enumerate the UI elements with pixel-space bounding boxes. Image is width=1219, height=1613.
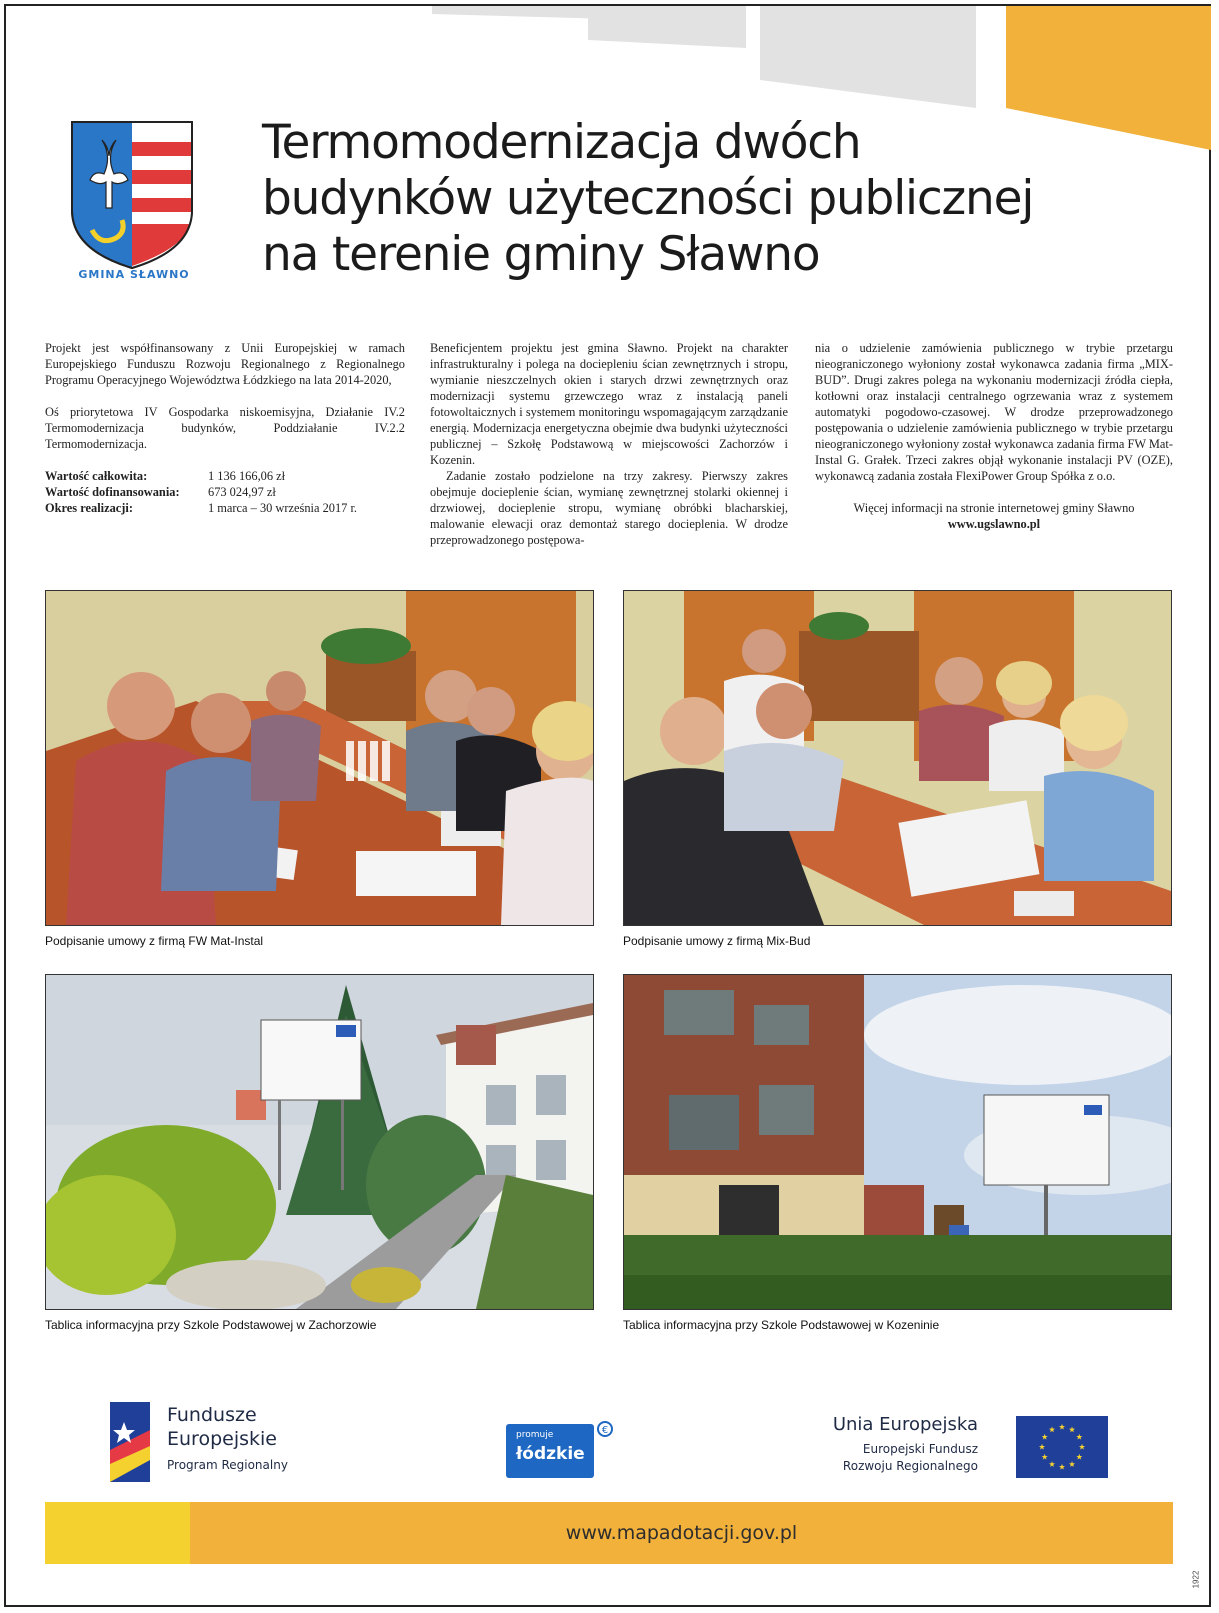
website-link[interactable]: www.ugslawno.pl (947, 517, 1041, 531)
detail-value: 673 024,97 zł (208, 485, 276, 499)
detail-row (45, 484, 405, 500)
crest-label: GMINA SŁAWNO (78, 268, 190, 281)
photo-caption: Tablica informacyjna przy Szkole Podstawowej w Kozeninie (623, 1318, 940, 1332)
fe-line1: Fundusze (167, 1404, 257, 1426)
eu-line2: Rozwoju Regionalnego (842, 1459, 978, 1473)
scope-paragraph: Zadanie zostało podzielone na trzy zakresy. Pierwszy zakres obejmuje docieplenie ścian, wymianę zewnętrznej stolarki okiennej i drzwiowej, docieplenie stropu, wymianę obróbki blacharskiej, malowanie elewacji oraz demontaż starego docieplenia. W drodze przeprowadzonego postępowa- (430, 469, 788, 547)
gmina-crest-icon (70, 120, 194, 270)
footer-url-link[interactable]: www.mapadotacji.gov.pl (565, 1522, 798, 1544)
euro-circle-icon (596, 1420, 614, 1438)
detail-value: 1 136 166,06 zł (208, 469, 286, 483)
detail-label: Wartość całkowita: (45, 469, 148, 483)
contractors-paragraph: nia o udzielenie zamówienia publicznego w trybie przetargu nieograniczonego wyłoniony został wykonawca zadania firma „MIX-BUD”. Drugi zakres polega na wykonaniu modernizacji źródła ciepła, kotłowni oraz instalacji centralnego ogrzewania wraz z systemem automatyki pogodowo-czasowej. W drodze przeprowadzonego postępowania o udzielenie zamówienia publicznego w trybie przetargu nieograniczonego wyłoniony został wykonawca zadania firma FW Mat-Instal G. Grałek. Trzeci zakres objął wykonanie instalacji PV (OZE), wykonawcą zadania została FlexiPower Group Spółka z o.o. (815, 341, 1173, 483)
eu-flag-icon (1016, 1416, 1108, 1478)
fe-flag-icon (110, 1402, 154, 1482)
project-details (45, 468, 405, 516)
photo-caption: Podpisanie umowy z firmą Mix-Bud (623, 934, 811, 948)
photo-meeting-fw-mat-instal (45, 590, 594, 926)
title-line: budynków użyteczności publicznej (262, 171, 1034, 226)
promuje-lodzkie-logo (506, 1420, 616, 1480)
footer-band-accent (45, 1502, 190, 1564)
lodzkie-big-text: łódzkie (516, 1444, 585, 1464)
text-column-2 (430, 340, 788, 548)
detail-row (45, 468, 405, 484)
fundusze-europejskie-logo (110, 1400, 330, 1484)
text-column-3 (815, 340, 1173, 532)
funding-paragraph: Projekt jest współfinansowany z Unii Europejskiej w ramach Europejskiego Funduszu Rozwoju Regionalnego z Regionalnego Programu Operacyjnego Województwa Łódzkiego na lata 2014-2020, (45, 341, 405, 387)
detail-label: Okres realizacji: (45, 501, 133, 515)
photo-meeting-mix-bud (623, 590, 1172, 926)
eu-logo (818, 1414, 1108, 1484)
photo-caption: Podpisanie umowy z firmą FW Mat-Instal (45, 934, 264, 948)
priority-paragraph: Oś priorytetowa IV Gospodarka niskoemisyjna, Działanie IV.2 Termomodernizacja budynków, Poddziałanie IV.2.2 Termomodernizacja. (45, 405, 405, 451)
text-column-1 (45, 340, 405, 516)
eu-title: Unia Europejska (832, 1414, 978, 1435)
more-info-text: Więcej informacji na stronie internetowej gminy Sławno (853, 501, 1135, 515)
fe-line2: Europejskie (167, 1428, 277, 1450)
fe-line3: Program Regionalny (167, 1458, 288, 1472)
title-line: Termomodernizacja dwóch (262, 115, 861, 170)
svg-text:€: € (601, 1425, 609, 1436)
page-code: 1922 (1191, 1570, 1201, 1589)
detail-value: 1 marca – 30 września 2017 r. (208, 501, 357, 515)
beneficiary-paragraph: Beneficjentem projektu jest gmina Sławno. Projekt na charakter infrastrukturalny i polega na dociepleniu ścian zewnętrznych i stropu, wymianie nieszczelnych okien i starych drzwi zewnętrznych oraz modernizacji systemu grzewczego wraz z instalacją paneli fotowoltaicznych i systemem monitoringu wspomagającym zarządzanie energią. Modernizacja energetyczna obejmie dwa budynki użyteczności publicznej – Szkołę Podstawową w miejscowości Zachorzów i Kozenin. (430, 341, 788, 467)
page-title (262, 115, 1034, 283)
detail-row (45, 500, 405, 516)
eu-line1: Europejski Fundusz (862, 1442, 978, 1456)
photo-board-zachorzow (45, 974, 594, 1310)
title-line: na terenie gminy Sławno (262, 227, 820, 282)
photo-board-kozenin (623, 974, 1172, 1310)
lodzkie-small-text: promuje (516, 1430, 554, 1440)
photo-caption: Tablica informacyjna przy Szkole Podstawowej w Zachorzowie (45, 1318, 377, 1332)
detail-label: Wartość dofinansowania: (45, 485, 180, 499)
